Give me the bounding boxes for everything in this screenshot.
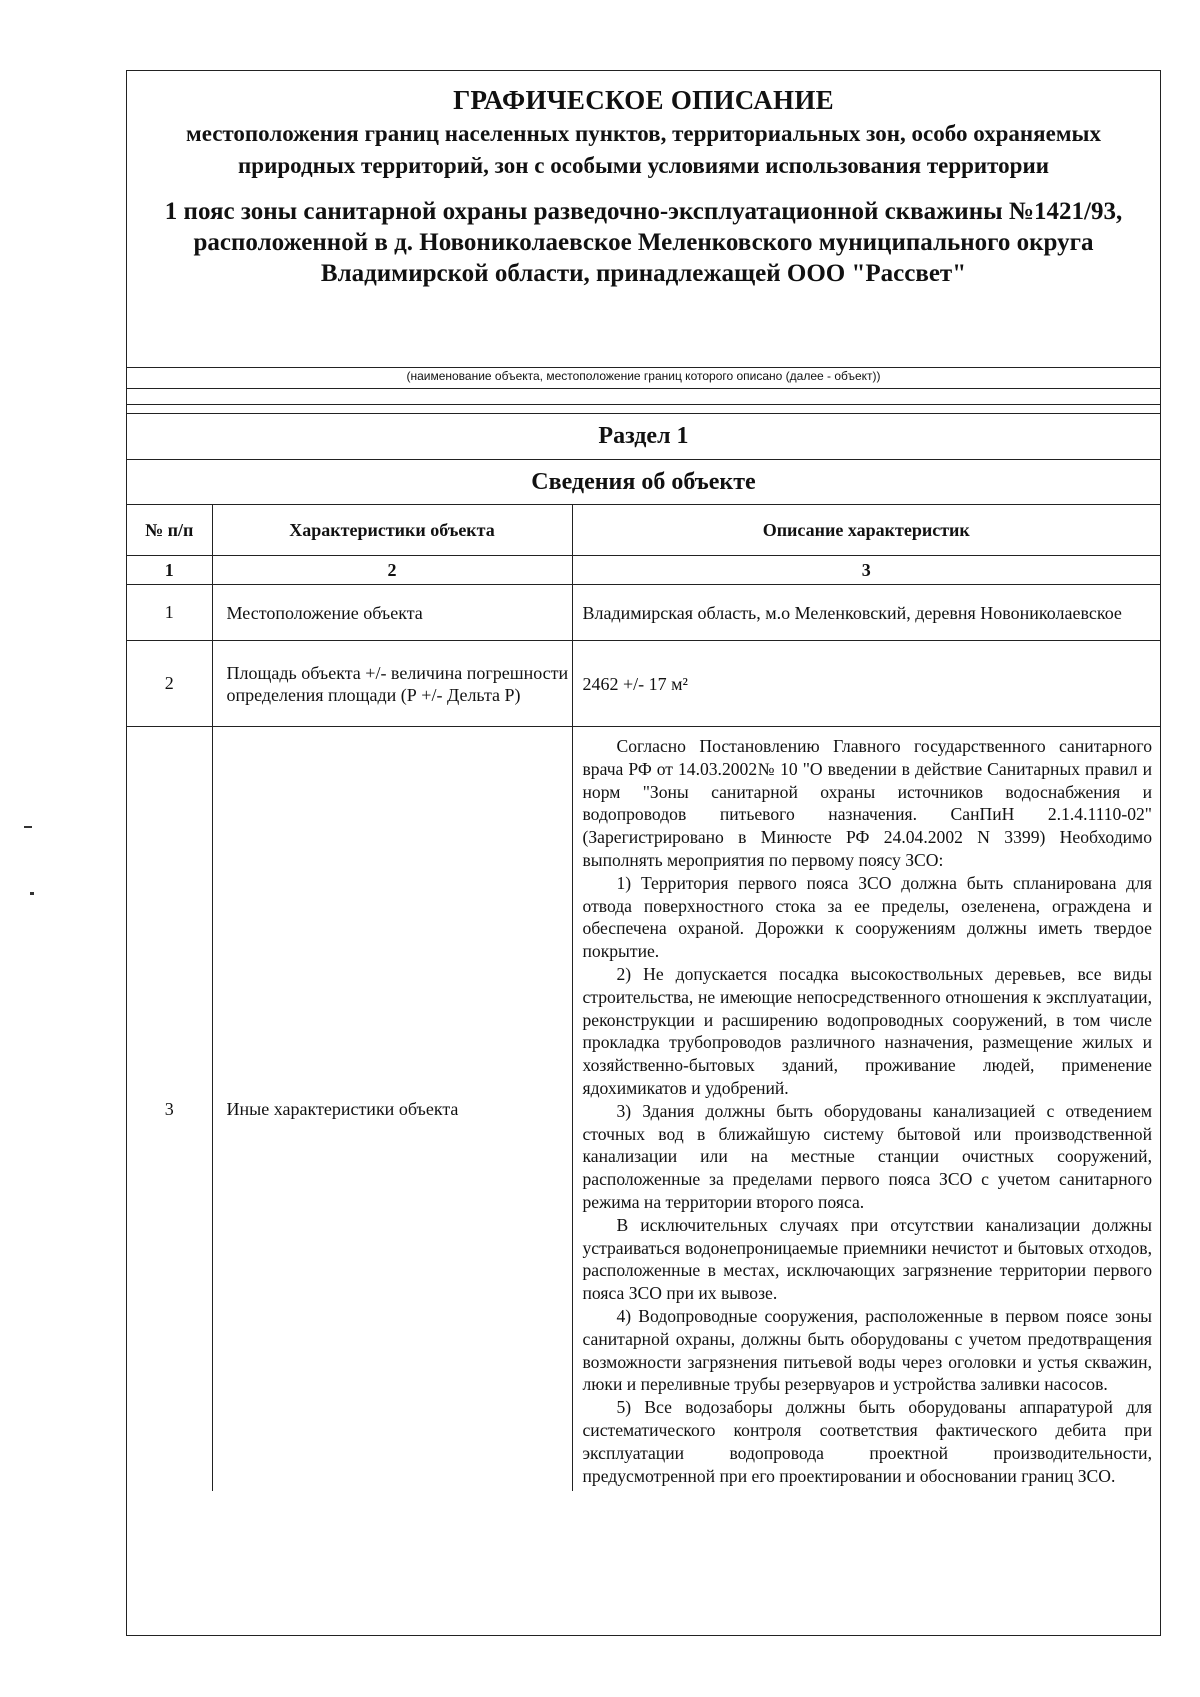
column-number: 1 (127, 556, 212, 585)
scan-mark-1 (24, 826, 32, 828)
document-header (127, 85, 1160, 368)
row-characteristic: Площадь объекта +/- величина погрешности определения площади (Р +/- Дельта Р) (212, 641, 572, 727)
description-paragraph: 1) Территория первого пояса ЗСО должна быть спланирована для отвода поверхностного стока за ее пределы, озеленена, ограждена и обеспечена охраной. Дорожки к сооружениям должны иметь твердое покрытие. (582, 872, 1152, 962)
column-number-row (127, 556, 1160, 585)
row-number: 2 (127, 641, 212, 727)
column-header-description: Описание характеристик (572, 505, 1160, 556)
description-paragraph: 4) Водопроводные сооружения, расположенные в первом поясе зоны санитарной охраны, должны быть оборудованы с учетом предотвращения возможности загрязнения питьевой воды через оголовки и устья скважин, люки и переливные трубы резервуаров и устройства заливки насосов. (582, 1305, 1152, 1395)
object-caption-row (127, 368, 1160, 405)
description-paragraph: 5) Все водозаборы должны быть оборудованы аппаратурой для систематического контроля соответствия фактического дебита при эксплуатации водопровода проектной производительности, предусмотренной при его проектировании и обосновании границ ЗСО. (582, 1397, 1152, 1486)
table-row (127, 585, 1160, 641)
row-number: 3 (127, 727, 212, 1492)
object-info-table (127, 505, 1160, 1491)
description-paragraph: 3) Здания должны быть оборудованы канализацией с отведением сточных вод в ближайшую систему бытовой или производственной канализации или на местные станции очистных сооружений, расположенные за пределами первого пояса ЗСО с учетом санитарного режима на территории второго пояса. (582, 1100, 1152, 1212)
section-subtitle: Сведения об объекте (127, 460, 1160, 505)
table-row (127, 727, 1160, 1492)
description-paragraph: 2) Не допускается посадка высокоствольных деревьев, все виды строительства, не имеющие непосредственного отношения к эксплуатации, реконструкции и расширению водопроводных сооружений, в том числе прокладка трубопроводов различного назначения, размещение жилых и хозяйственно-бытовых зданий, проживание людей, применение ядохимикатов и удобрений. (582, 963, 1152, 1098)
document-sheet (126, 70, 1161, 1636)
spacer-row (127, 405, 1160, 414)
description-paragraph: Согласно Постановлению Главного государственного санитарного врача РФ от 14.03.2002№ 10 "О введении в действие Санитарных правил и норм "Зоны санитарной охраны источников водоснабжения и водопроводов питьевого назначения. СанПиН 2.1.4.1110-02" (Зарегистрировано в Минюсте РФ 24.04.2002 N 3399) Необходимо выполнять мероприятия по первому поясу ЗСО: (582, 736, 1152, 870)
caption-rule (127, 388, 1160, 389)
table-row (127, 641, 1160, 727)
object-name: 1 пояс зоны санитарной охраны разведочно-эксплуатационной скважины №1421/93, расположенной в д. Новониколаевское Меленковского муниципального округа Владимирской области, принадлежащей ООО "Рассвет" (164, 198, 1123, 287)
row-number: 1 (127, 585, 212, 641)
object-caption: (наименование объекта, местоположение границ которого описано (далее - объект)) (406, 369, 881, 383)
scan-mark-2 (30, 892, 34, 895)
column-number: 2 (212, 556, 572, 585)
column-header-characteristic: Характеристики объекта (212, 505, 572, 556)
column-number: 3 (572, 556, 1160, 585)
column-header-number: № п/п (127, 505, 212, 556)
document-title: ГРАФИЧЕСКОЕ ОПИСАНИЕ (453, 85, 834, 115)
section-title: Раздел 1 (127, 414, 1160, 460)
row-description: 2462 +/- 17 м² (572, 641, 1160, 727)
document-subtitle: местоположения границ населенных пунктов, территориальных зон, особо охраняемых природных территорий, зон с особыми условиями использования территории (186, 121, 1101, 178)
row-characteristic: Местоположение объекта (212, 585, 572, 641)
description-paragraph: В исключительных случаях при отсутствии канализации должны устраиваться водонепроницаемые приемники нечистот и бытовых отходов, расположенные в местах, исключающих загрязнение территории первого пояса ЗСО при их вывозе. (582, 1214, 1152, 1304)
row-description: Владимирская область, м.о Меленковский, деревня Новониколаевское (572, 585, 1160, 641)
row-description-long (572, 727, 1160, 1492)
row-characteristic: Иные характеристики объекта (212, 727, 572, 1492)
table-header-row (127, 505, 1160, 556)
